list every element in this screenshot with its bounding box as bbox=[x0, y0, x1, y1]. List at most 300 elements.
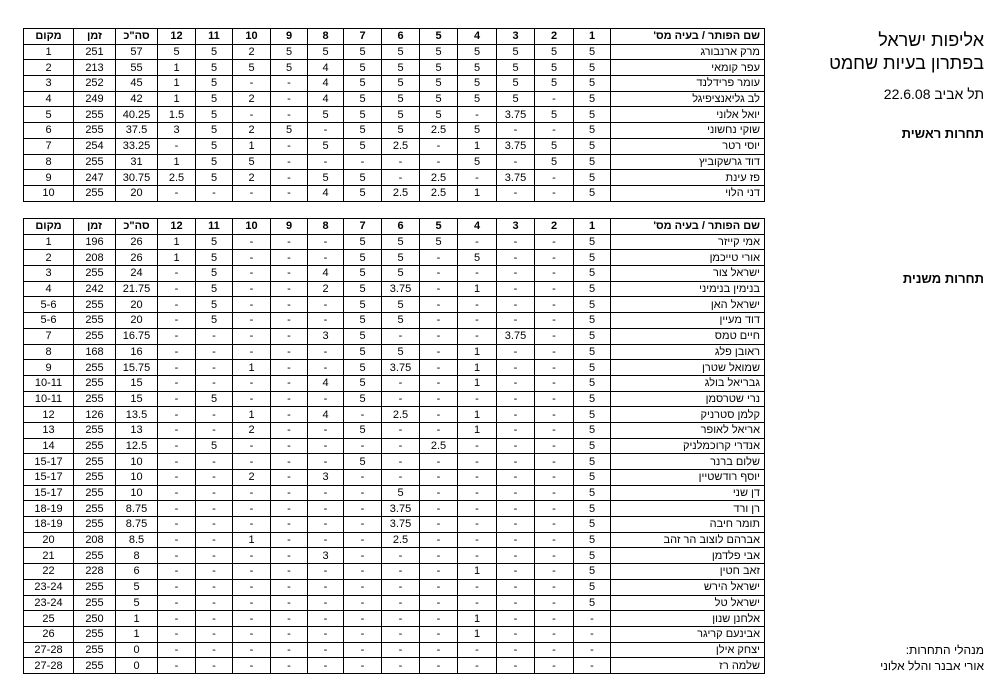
score-cell: - bbox=[535, 579, 574, 595]
score-cell: - bbox=[382, 658, 420, 674]
score-cell: 5 bbox=[344, 123, 382, 139]
score-cell: - bbox=[233, 611, 271, 627]
solver-name-cell: שמואל שטרן bbox=[611, 360, 765, 376]
score-cell: - bbox=[158, 438, 196, 454]
score-cell: 5 bbox=[458, 154, 497, 170]
score-cell: - bbox=[271, 485, 308, 501]
score-cell: 5 bbox=[574, 250, 611, 266]
score-cell: 20 bbox=[116, 313, 158, 329]
score-cell: - bbox=[308, 611, 344, 627]
score-cell: - bbox=[458, 470, 497, 486]
score-cell: 5 bbox=[458, 91, 497, 107]
score-cell: - bbox=[420, 297, 458, 313]
score-cell: 8.75 bbox=[116, 501, 158, 517]
column-header: 4 bbox=[458, 29, 497, 45]
score-cell: - bbox=[308, 250, 344, 266]
score-cell: 31 bbox=[116, 154, 158, 170]
score-cell: - bbox=[344, 485, 382, 501]
score-cell: 5 bbox=[420, 44, 458, 60]
score-cell: 3 bbox=[158, 123, 196, 139]
column-header: סה"כ bbox=[116, 219, 158, 235]
score-cell: 1 bbox=[458, 344, 497, 360]
score-cell: - bbox=[271, 313, 308, 329]
score-cell: - bbox=[196, 548, 233, 564]
managers-names: אורי אבנר והלל אלוני bbox=[880, 659, 984, 673]
score-cell: 3 bbox=[308, 328, 344, 344]
score-cell: - bbox=[308, 517, 344, 533]
score-cell: - bbox=[308, 360, 344, 376]
score-cell: - bbox=[196, 595, 233, 611]
table-row bbox=[24, 658, 765, 674]
score-cell: - bbox=[158, 375, 196, 391]
score-cell: - bbox=[420, 328, 458, 344]
score-cell: - bbox=[233, 626, 271, 642]
table-row bbox=[24, 501, 765, 517]
score-cell: 1 bbox=[458, 138, 497, 154]
score-cell: - bbox=[271, 658, 308, 674]
score-cell: 5 bbox=[574, 297, 611, 313]
score-cell: 26 bbox=[24, 626, 74, 642]
score-cell: - bbox=[158, 642, 196, 658]
score-cell: - bbox=[382, 375, 420, 391]
score-cell: 255 bbox=[74, 517, 116, 533]
column-header: 3 bbox=[497, 29, 535, 45]
column-header: שם הפותר / בעיה מס' bbox=[611, 29, 765, 45]
score-cell: - bbox=[344, 564, 382, 580]
score-cell: 5 bbox=[497, 76, 535, 92]
score-cell: 5 bbox=[196, 266, 233, 282]
score-cell: - bbox=[308, 532, 344, 548]
score-cell: - bbox=[420, 626, 458, 642]
score-cell: 5 bbox=[196, 91, 233, 107]
score-cell: - bbox=[271, 76, 308, 92]
score-cell: - bbox=[458, 313, 497, 329]
score-cell: 5 bbox=[574, 185, 611, 201]
score-cell: - bbox=[497, 123, 535, 139]
score-cell: 21 bbox=[24, 548, 74, 564]
score-cell: - bbox=[420, 517, 458, 533]
score-cell: - bbox=[574, 658, 611, 674]
solver-name-cell: חיים טמס bbox=[611, 328, 765, 344]
table-row bbox=[24, 391, 765, 407]
score-cell: 5 bbox=[344, 170, 382, 186]
score-cell: 5 bbox=[574, 138, 611, 154]
score-cell: 13 bbox=[24, 422, 74, 438]
score-cell: 1 bbox=[24, 234, 74, 250]
score-cell: 23-24 bbox=[24, 595, 74, 611]
score-cell: - bbox=[196, 485, 233, 501]
table-row bbox=[24, 360, 765, 376]
score-cell: 5 bbox=[344, 266, 382, 282]
score-cell: 5 bbox=[344, 44, 382, 60]
score-cell: - bbox=[158, 517, 196, 533]
table-row bbox=[24, 107, 765, 123]
score-cell: 37.5 bbox=[116, 123, 158, 139]
score-cell: - bbox=[535, 185, 574, 201]
score-cell: 5 bbox=[535, 154, 574, 170]
score-cell: 255 bbox=[74, 501, 116, 517]
column-header: זמן bbox=[74, 29, 116, 45]
score-cell: 5 bbox=[535, 44, 574, 60]
score-cell: - bbox=[420, 422, 458, 438]
score-cell: - bbox=[497, 185, 535, 201]
score-cell: 251 bbox=[74, 44, 116, 60]
score-cell: - bbox=[158, 564, 196, 580]
score-cell: - bbox=[196, 407, 233, 423]
score-cell: - bbox=[458, 328, 497, 344]
score-cell: 8 bbox=[24, 344, 74, 360]
score-cell: - bbox=[420, 344, 458, 360]
score-cell: - bbox=[382, 579, 420, 595]
score-cell: - bbox=[196, 470, 233, 486]
score-cell: - bbox=[535, 485, 574, 501]
score-cell: - bbox=[233, 517, 271, 533]
score-cell: 5 bbox=[574, 154, 611, 170]
score-cell: 255 bbox=[74, 266, 116, 282]
score-cell: - bbox=[271, 595, 308, 611]
score-cell: - bbox=[535, 297, 574, 313]
score-cell: 5 bbox=[382, 250, 420, 266]
score-cell: - bbox=[158, 313, 196, 329]
score-cell: - bbox=[308, 154, 344, 170]
score-cell: 242 bbox=[74, 281, 116, 297]
score-cell: 255 bbox=[74, 328, 116, 344]
score-cell: - bbox=[233, 313, 271, 329]
score-cell: 5 bbox=[574, 44, 611, 60]
score-cell: - bbox=[196, 328, 233, 344]
score-cell: 5 bbox=[574, 76, 611, 92]
score-cell: - bbox=[535, 234, 574, 250]
table-row bbox=[24, 532, 765, 548]
score-cell: 5 bbox=[344, 328, 382, 344]
score-cell: - bbox=[233, 266, 271, 282]
score-cell: 5 bbox=[535, 60, 574, 76]
score-cell: 18-19 bbox=[24, 517, 74, 533]
score-cell: - bbox=[382, 642, 420, 658]
solver-name-cell: עומר פרידלנד bbox=[611, 76, 765, 92]
score-cell: 5 bbox=[458, 250, 497, 266]
score-cell: 255 bbox=[74, 107, 116, 123]
score-cell: 3 bbox=[308, 470, 344, 486]
score-cell: - bbox=[196, 579, 233, 595]
score-cell: 255 bbox=[74, 548, 116, 564]
score-cell: - bbox=[458, 548, 497, 564]
score-cell: 255 bbox=[74, 579, 116, 595]
score-cell: 2.5 bbox=[382, 138, 420, 154]
column-header: 11 bbox=[196, 29, 233, 45]
score-cell: - bbox=[308, 626, 344, 642]
score-cell: 5 bbox=[344, 454, 382, 470]
table-row bbox=[24, 422, 765, 438]
score-cell: - bbox=[497, 485, 535, 501]
score-cell: 5 bbox=[535, 107, 574, 123]
score-cell: 24 bbox=[116, 266, 158, 282]
score-cell: 255 bbox=[74, 185, 116, 201]
score-cell: 5-6 bbox=[24, 297, 74, 313]
solver-name-cell: גבריאל בולג bbox=[611, 375, 765, 391]
score-cell: 5 bbox=[344, 281, 382, 297]
column-header: 5 bbox=[420, 29, 458, 45]
solver-name-cell: שוקי נחשוני bbox=[611, 123, 765, 139]
score-cell: 5 bbox=[574, 375, 611, 391]
score-cell: - bbox=[158, 391, 196, 407]
score-cell: 5 bbox=[574, 360, 611, 376]
table-row bbox=[24, 564, 765, 580]
score-cell: 3.75 bbox=[497, 107, 535, 123]
score-cell: 3.75 bbox=[382, 281, 420, 297]
score-cell: - bbox=[497, 548, 535, 564]
column-header: 4 bbox=[458, 219, 497, 235]
score-cell: - bbox=[271, 501, 308, 517]
score-cell: - bbox=[535, 564, 574, 580]
score-cell: - bbox=[344, 470, 382, 486]
score-cell: 5 bbox=[382, 91, 420, 107]
score-cell: - bbox=[308, 344, 344, 360]
score-cell: - bbox=[497, 642, 535, 658]
score-cell: - bbox=[497, 297, 535, 313]
score-cell: - bbox=[308, 501, 344, 517]
score-cell: 30.75 bbox=[116, 170, 158, 186]
score-cell: - bbox=[308, 595, 344, 611]
score-cell: - bbox=[158, 485, 196, 501]
score-cell: - bbox=[458, 234, 497, 250]
solver-name-cell: ישראל צור bbox=[611, 266, 765, 282]
score-cell: - bbox=[158, 611, 196, 627]
score-cell: - bbox=[344, 501, 382, 517]
score-cell: - bbox=[458, 532, 497, 548]
score-cell: 5 bbox=[344, 250, 382, 266]
column-header: 7 bbox=[344, 29, 382, 45]
score-cell: - bbox=[458, 107, 497, 123]
score-cell: - bbox=[308, 313, 344, 329]
score-cell: - bbox=[535, 658, 574, 674]
score-cell: - bbox=[497, 407, 535, 423]
score-cell: - bbox=[382, 548, 420, 564]
table-row bbox=[24, 328, 765, 344]
solver-name-cell: אלחנן שנון bbox=[611, 611, 765, 627]
score-cell: 5 bbox=[344, 344, 382, 360]
score-cell: 255 bbox=[74, 626, 116, 642]
score-cell: 5 bbox=[458, 60, 497, 76]
solver-name-cell: קלמן סטרניק bbox=[611, 407, 765, 423]
score-cell: - bbox=[308, 564, 344, 580]
score-cell: 33.25 bbox=[116, 138, 158, 154]
score-cell: - bbox=[233, 595, 271, 611]
score-cell: 1 bbox=[158, 154, 196, 170]
score-cell: 5 bbox=[196, 281, 233, 297]
score-cell: - bbox=[271, 422, 308, 438]
score-cell: 27-28 bbox=[24, 658, 74, 674]
score-cell: 5 bbox=[574, 438, 611, 454]
score-cell: - bbox=[158, 548, 196, 564]
document-title-line1: אליפות ישראל bbox=[878, 30, 984, 50]
solver-name-cell: לב גליאנציפיגל bbox=[611, 91, 765, 107]
score-cell: 5 bbox=[344, 91, 382, 107]
score-cell: - bbox=[271, 470, 308, 486]
score-cell: 5 bbox=[344, 76, 382, 92]
score-cell: - bbox=[420, 579, 458, 595]
score-cell: 5 bbox=[382, 76, 420, 92]
score-cell: 26 bbox=[116, 250, 158, 266]
score-cell: - bbox=[535, 407, 574, 423]
score-cell: - bbox=[535, 501, 574, 517]
score-cell: - bbox=[271, 626, 308, 642]
score-cell: 250 bbox=[74, 611, 116, 627]
score-cell: 1 bbox=[233, 138, 271, 154]
score-cell: 15-17 bbox=[24, 485, 74, 501]
score-cell: - bbox=[458, 501, 497, 517]
score-cell: - bbox=[420, 250, 458, 266]
score-cell: - bbox=[497, 470, 535, 486]
score-cell: - bbox=[382, 438, 420, 454]
score-cell: 5 bbox=[344, 375, 382, 391]
table-row bbox=[24, 517, 765, 533]
score-cell: - bbox=[158, 626, 196, 642]
score-cell: 5 bbox=[497, 91, 535, 107]
score-cell: 5 bbox=[574, 266, 611, 282]
score-cell: 5 bbox=[196, 154, 233, 170]
score-cell: - bbox=[233, 344, 271, 360]
score-cell: 3.75 bbox=[497, 170, 535, 186]
score-cell: 13.5 bbox=[116, 407, 158, 423]
solver-name-cell: אורי טייכמן bbox=[611, 250, 765, 266]
score-cell: 5 bbox=[344, 422, 382, 438]
score-cell: 126 bbox=[74, 407, 116, 423]
score-cell: - bbox=[233, 548, 271, 564]
score-cell: - bbox=[271, 185, 308, 201]
score-cell: 15 bbox=[116, 391, 158, 407]
score-cell: - bbox=[158, 407, 196, 423]
score-cell: 3.75 bbox=[382, 501, 420, 517]
score-cell: - bbox=[458, 391, 497, 407]
score-cell: - bbox=[271, 438, 308, 454]
section-label-secondary: תחרות משנית bbox=[902, 271, 984, 286]
score-cell: 10 bbox=[116, 470, 158, 486]
score-cell: 18-19 bbox=[24, 501, 74, 517]
score-cell: 2 bbox=[233, 91, 271, 107]
solver-name-cell: עפר קומאי bbox=[611, 60, 765, 76]
score-cell: 5 bbox=[344, 313, 382, 329]
main-results-table bbox=[23, 28, 765, 202]
solver-name-cell: שלמה רז bbox=[611, 658, 765, 674]
score-cell: 5 bbox=[574, 234, 611, 250]
column-header: זמן bbox=[74, 219, 116, 235]
score-cell: 5 bbox=[420, 76, 458, 92]
table-row bbox=[24, 91, 765, 107]
score-cell: - bbox=[420, 611, 458, 627]
score-cell: - bbox=[497, 517, 535, 533]
score-cell: 255 bbox=[74, 297, 116, 313]
score-cell: 5 bbox=[458, 123, 497, 139]
score-cell: 10 bbox=[116, 485, 158, 501]
score-cell: - bbox=[420, 485, 458, 501]
score-cell: - bbox=[458, 438, 497, 454]
score-cell: - bbox=[233, 185, 271, 201]
score-cell: 5 bbox=[574, 328, 611, 344]
score-cell: 5 bbox=[574, 391, 611, 407]
score-cell: 5 bbox=[574, 91, 611, 107]
score-cell: 1 bbox=[458, 407, 497, 423]
score-cell: - bbox=[344, 154, 382, 170]
score-cell: 255 bbox=[74, 391, 116, 407]
score-cell: 9 bbox=[24, 360, 74, 376]
table-row bbox=[24, 454, 765, 470]
score-cell: 4 bbox=[308, 76, 344, 92]
score-cell: 5 bbox=[196, 391, 233, 407]
score-cell: - bbox=[271, 564, 308, 580]
score-cell: 5 bbox=[271, 60, 308, 76]
score-cell: - bbox=[271, 138, 308, 154]
score-cell: 5 bbox=[458, 44, 497, 60]
score-cell: - bbox=[535, 454, 574, 470]
score-cell: 27-28 bbox=[24, 642, 74, 658]
score-cell: 1 bbox=[158, 250, 196, 266]
score-cell: - bbox=[196, 185, 233, 201]
solver-name-cell: אברהם לוצוב הר זהב bbox=[611, 532, 765, 548]
table-row bbox=[24, 595, 765, 611]
score-cell: - bbox=[344, 595, 382, 611]
score-cell: - bbox=[233, 391, 271, 407]
table-row bbox=[24, 60, 765, 76]
score-cell: 5 bbox=[420, 91, 458, 107]
score-cell: 5 bbox=[382, 44, 420, 60]
score-cell: - bbox=[271, 234, 308, 250]
solver-name-cell: דן שני bbox=[611, 485, 765, 501]
score-cell: - bbox=[308, 438, 344, 454]
score-cell: 3.75 bbox=[497, 328, 535, 344]
score-cell: 255 bbox=[74, 658, 116, 674]
score-cell: 5 bbox=[420, 60, 458, 76]
score-cell: 2 bbox=[233, 470, 271, 486]
score-cell: 5 bbox=[574, 313, 611, 329]
score-cell: 4 bbox=[24, 91, 74, 107]
score-cell: - bbox=[497, 422, 535, 438]
score-cell: 5 bbox=[574, 454, 611, 470]
score-cell: 5 bbox=[344, 297, 382, 313]
score-cell: - bbox=[420, 391, 458, 407]
score-cell: 5 bbox=[196, 313, 233, 329]
solver-name-cell: דני הלוי bbox=[611, 185, 765, 201]
score-cell: 3.75 bbox=[382, 360, 420, 376]
table-row bbox=[24, 485, 765, 501]
score-cell: - bbox=[574, 611, 611, 627]
score-cell: 5 bbox=[574, 281, 611, 297]
score-cell: - bbox=[535, 281, 574, 297]
table-row bbox=[24, 44, 765, 60]
table-row bbox=[24, 123, 765, 139]
score-cell: 4 bbox=[308, 91, 344, 107]
score-cell: 1.5 bbox=[158, 107, 196, 123]
score-cell: - bbox=[158, 185, 196, 201]
score-cell: 5 bbox=[574, 579, 611, 595]
column-header: 2 bbox=[535, 29, 574, 45]
table-row bbox=[24, 313, 765, 329]
score-cell: - bbox=[233, 328, 271, 344]
score-cell: 5 bbox=[574, 501, 611, 517]
score-cell: 15.75 bbox=[116, 360, 158, 376]
score-cell: - bbox=[271, 328, 308, 344]
score-cell: - bbox=[497, 658, 535, 674]
score-cell: - bbox=[344, 579, 382, 595]
score-cell: 16 bbox=[116, 344, 158, 360]
score-cell: - bbox=[271, 344, 308, 360]
score-cell: - bbox=[196, 658, 233, 674]
score-cell: - bbox=[308, 642, 344, 658]
score-cell: - bbox=[458, 579, 497, 595]
score-cell: - bbox=[574, 642, 611, 658]
score-cell: 10-11 bbox=[24, 375, 74, 391]
score-cell: - bbox=[458, 517, 497, 533]
